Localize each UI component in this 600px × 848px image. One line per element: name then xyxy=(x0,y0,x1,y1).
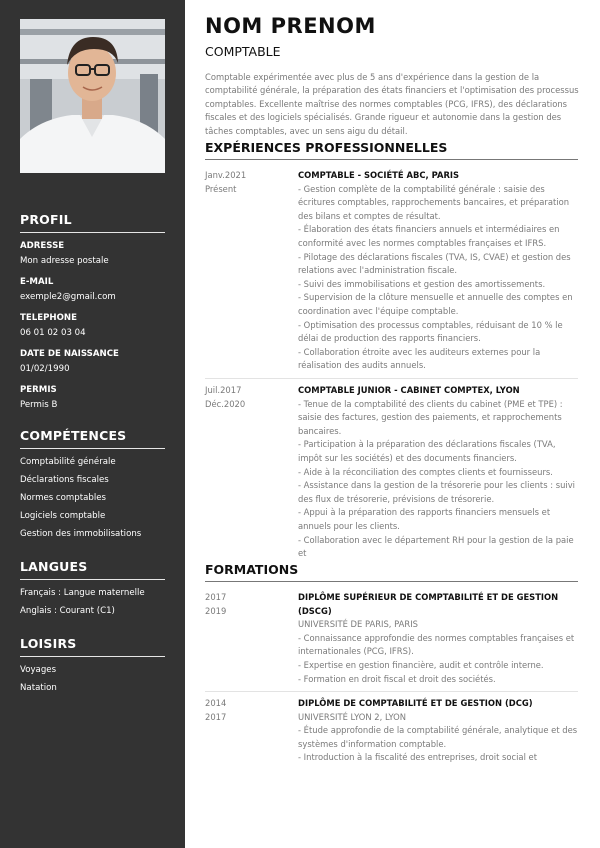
sidebar xyxy=(0,0,185,848)
education-entry xyxy=(298,697,578,767)
language-item: Anglais : Courant (C1) xyxy=(20,606,115,616)
experience-end-date: Présent xyxy=(205,184,237,194)
experience-description: - Tenue de la comptabilité des clients du cabinet (PME et TPE) : saisie des factures, gestion des paiements, et rapprochements bancaires. - Participation à la préparation des déclarations fiscales (TVA, impôt sur les sociétés) et des documents financiers. - Aide à la réconciliation des comptes clients et fournisseurs. - Assistance dans la gestion de la trésorerie pour les clients : suivi des flux de trésorerie, prévisions de trésorerie. - Appui à la préparation des rapports financiers mensuels et annuels pour les clients. - Collaboration avec le département RH pour la gestion de la paie et xyxy=(298,398,575,559)
education-entry xyxy=(298,591,578,686)
email-value[interactable]: exemple2@gmail.com xyxy=(20,292,116,302)
email-label: E-MAIL xyxy=(20,277,54,287)
experience-end-date: Déc.2020 xyxy=(205,399,246,409)
experience-start-date: Janv.2021 xyxy=(205,170,247,180)
phone-value: 06 01 02 03 04 xyxy=(20,328,86,338)
experience-description: - Gestion complète de la comptabilité générale : saisie des écritures comptables, rapprochements bancaires, et préparation des bilans et comptes de résultat. - Élaboration des états financiers annuels et intermédiaires en conformité avec les normes comptables françaises et IFRS. - Pilotage des déclarations fiscales (TVA, IS, CVAE) et gestion des relations avec l'administration fiscale. - Suivi des immobilisations et gestion des amortissements. - Supervision de la clôture mensuelle et annuelle des comptes en coordination avec l'équipe comptable. - Optimisation des processus comptables, réduisant de 10 % le délai de production des rapports financiers. - Collaboration étroite avec les auditeurs externes pour la réalisation des audits annuels. xyxy=(298,183,573,371)
job-title: COMPTABLE xyxy=(205,44,281,59)
profile-photo xyxy=(20,19,165,173)
education-title: DIPLÔME SUPÉRIEUR DE COMPTABILITÉ ET DE GESTION (DSCG) xyxy=(298,592,559,616)
language-item: Français : Langue maternelle xyxy=(20,588,145,598)
experience-title: COMPTABLE JUNIOR - CABINET COMPTEX, LYON xyxy=(298,385,520,395)
profile-section-title: PROFIL xyxy=(20,212,165,233)
hobbies-section-title: LOISIRS xyxy=(20,636,165,657)
skill-item: Normes comptables xyxy=(20,493,106,503)
profile-summary: Comptable expérimentée avec plus de 5 ans d'expérience dans la gestion de la comptabilité générale, la préparation des états financiers et l'optimisation des processus comptables. Excellente maîtrise des normes comptables (PCG, IFRS), des déclarations fiscales et des logiciels spécialisés. Grande rigueur et autonomie dans la gestion des tâches comptables, avec un sens aigu du détail. xyxy=(205,72,579,136)
education-description: - Connaissance approfondie des normes comptables françaises et internationales (PCG, IFRS). - Expertise en gestion financière, audit et contrôle interne. - Formation en droit fiscal et droit des sociétés. xyxy=(298,632,575,684)
education-title: DIPLÔME DE COMPTABILITÉ ET DE GESTION (DCG) xyxy=(298,698,533,708)
license-label: PERMIS xyxy=(20,385,57,395)
skill-item: Déclarations fiscales xyxy=(20,475,109,485)
experience-section-title: EXPÉRIENCES PROFESSIONNELLES xyxy=(205,140,578,160)
hobby-item: Natation xyxy=(20,683,57,693)
birthdate-label: DATE DE NAISSANCE xyxy=(20,349,119,359)
education-start-date: 2017 xyxy=(205,592,227,602)
experience-entry xyxy=(298,384,578,559)
skills-section-title: COMPÉTENCES xyxy=(20,428,165,449)
skill-item: Comptabilité générale xyxy=(20,457,116,467)
languages-section-title: LANGUES xyxy=(20,559,165,580)
education-school: UNIVERSITÉ DE PARIS, PARIS xyxy=(298,619,418,630)
candidate-name: NOM PRENOM xyxy=(205,14,376,38)
education-section-title: FORMATIONS xyxy=(205,562,578,582)
education-description: - Étude approfondie de la comptabilité générale, analytique et des systèmes d'information comptable. - Introduction à la fiscalité des entreprises, droit social et xyxy=(298,725,578,763)
phone-label: TELEPHONE xyxy=(20,313,77,323)
education-start-date: 2014 xyxy=(205,698,227,708)
experience-start-date: Juil.2017 xyxy=(205,385,242,395)
birthdate-value: 01/02/1990 xyxy=(20,364,70,374)
address-label: ADRESSE xyxy=(20,241,65,251)
entry-divider xyxy=(205,378,578,379)
skill-item: Logiciels comptable xyxy=(20,511,106,521)
education-end-date: 2019 xyxy=(205,606,227,616)
skill-item: Gestion des immobilisations xyxy=(20,529,142,539)
experience-entry xyxy=(298,169,578,373)
education-school: UNIVERSITÉ LYON 2, LYON xyxy=(298,711,407,722)
address-value: Mon adresse postale xyxy=(20,256,109,266)
hobby-item: Voyages xyxy=(20,665,57,675)
experience-title: COMPTABLE - SOCIÉTÉ ABC, PARIS xyxy=(298,170,460,180)
license-value: Permis B xyxy=(20,400,58,410)
education-end-date: 2017 xyxy=(205,712,227,722)
entry-divider xyxy=(205,691,578,692)
